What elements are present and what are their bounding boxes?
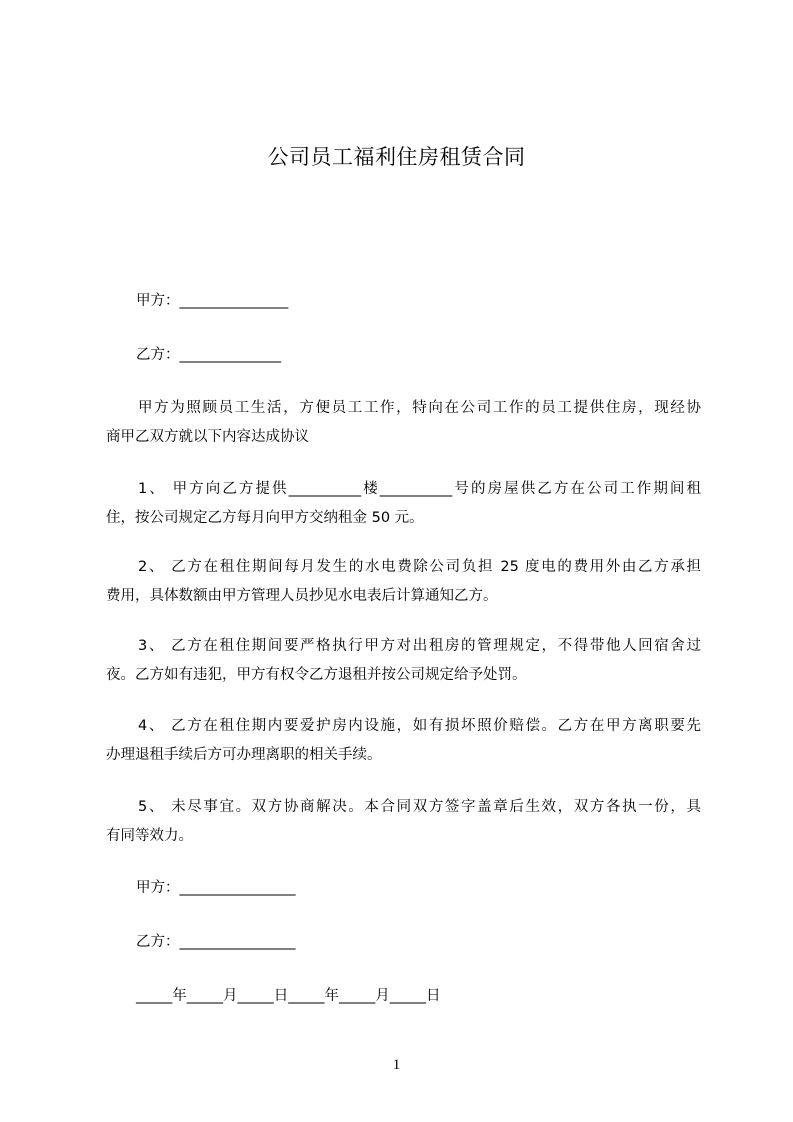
clause-2-line-2: 费用，具体数额由甲方管理人员抄见水电表后计算通知乙方。 (106, 588, 498, 604)
intro-paragraph (106, 398, 701, 447)
page-number: 1 (392, 1057, 401, 1073)
clause-1-line-2: 住，按公司规定乙方每月向甲方交纳租金 50 元。 (106, 510, 424, 526)
clause-3-line-1: 3、 乙方在租住期间要严格执行甲方对出租房的管理规定，不得带他人回宿舍过 (138, 638, 701, 654)
signature-party-a: 甲方：________________ (136, 880, 296, 896)
intro-line-2: 商甲乙双方就以下内容达成协议 (106, 429, 309, 445)
clause-2 (106, 557, 701, 606)
party-b-line: 乙方：______________ (136, 347, 281, 363)
clause-4-line-1: 4、 乙方在租住期内要爱护房内设施，如有损坏照价赔偿。乙方在甲方离职要先 (138, 718, 701, 734)
clause-4-line-2: 办理退租手续后方可办理离职的相关手续。 (106, 747, 382, 763)
clause-5-line-2: 有同等效力。 (106, 828, 193, 844)
party-a-line: 甲方：_______________ (136, 293, 289, 309)
intro-line-1: 甲方为照顾员工生活，方便员工工作，特向在公司工作的员工提供住房，现经协 (138, 400, 701, 416)
signature-party-b: 乙方：________________ (136, 934, 296, 950)
clause-2-line-1: 2、 乙方在租住期间每月发生的水电费除公司负担 25 度电的费用外由乙方承担 (138, 559, 701, 575)
clause-4 (106, 716, 701, 765)
clause-3-line-2: 夜。乙方如有违犯，甲方有权令乙方退租并按公司规定给予处罚。 (106, 667, 527, 683)
clause-5 (106, 797, 701, 846)
contract-title: 公司员工福利住房租赁合同 (267, 145, 526, 169)
clause-1 (106, 479, 701, 528)
clause-5-line-1: 5、 未尽事宜。双方协商解决。本合同双方签字盖章后生效，双方各执一份，具 (138, 799, 701, 815)
clause-1-line-1: 1、 甲方向乙方提供__________楼__________号的房屋供乙方在公司工作期间租 (138, 481, 701, 497)
date-line: _____年_____月_____日_____年_____月_____日 (136, 988, 441, 1004)
clause-3 (106, 636, 701, 685)
